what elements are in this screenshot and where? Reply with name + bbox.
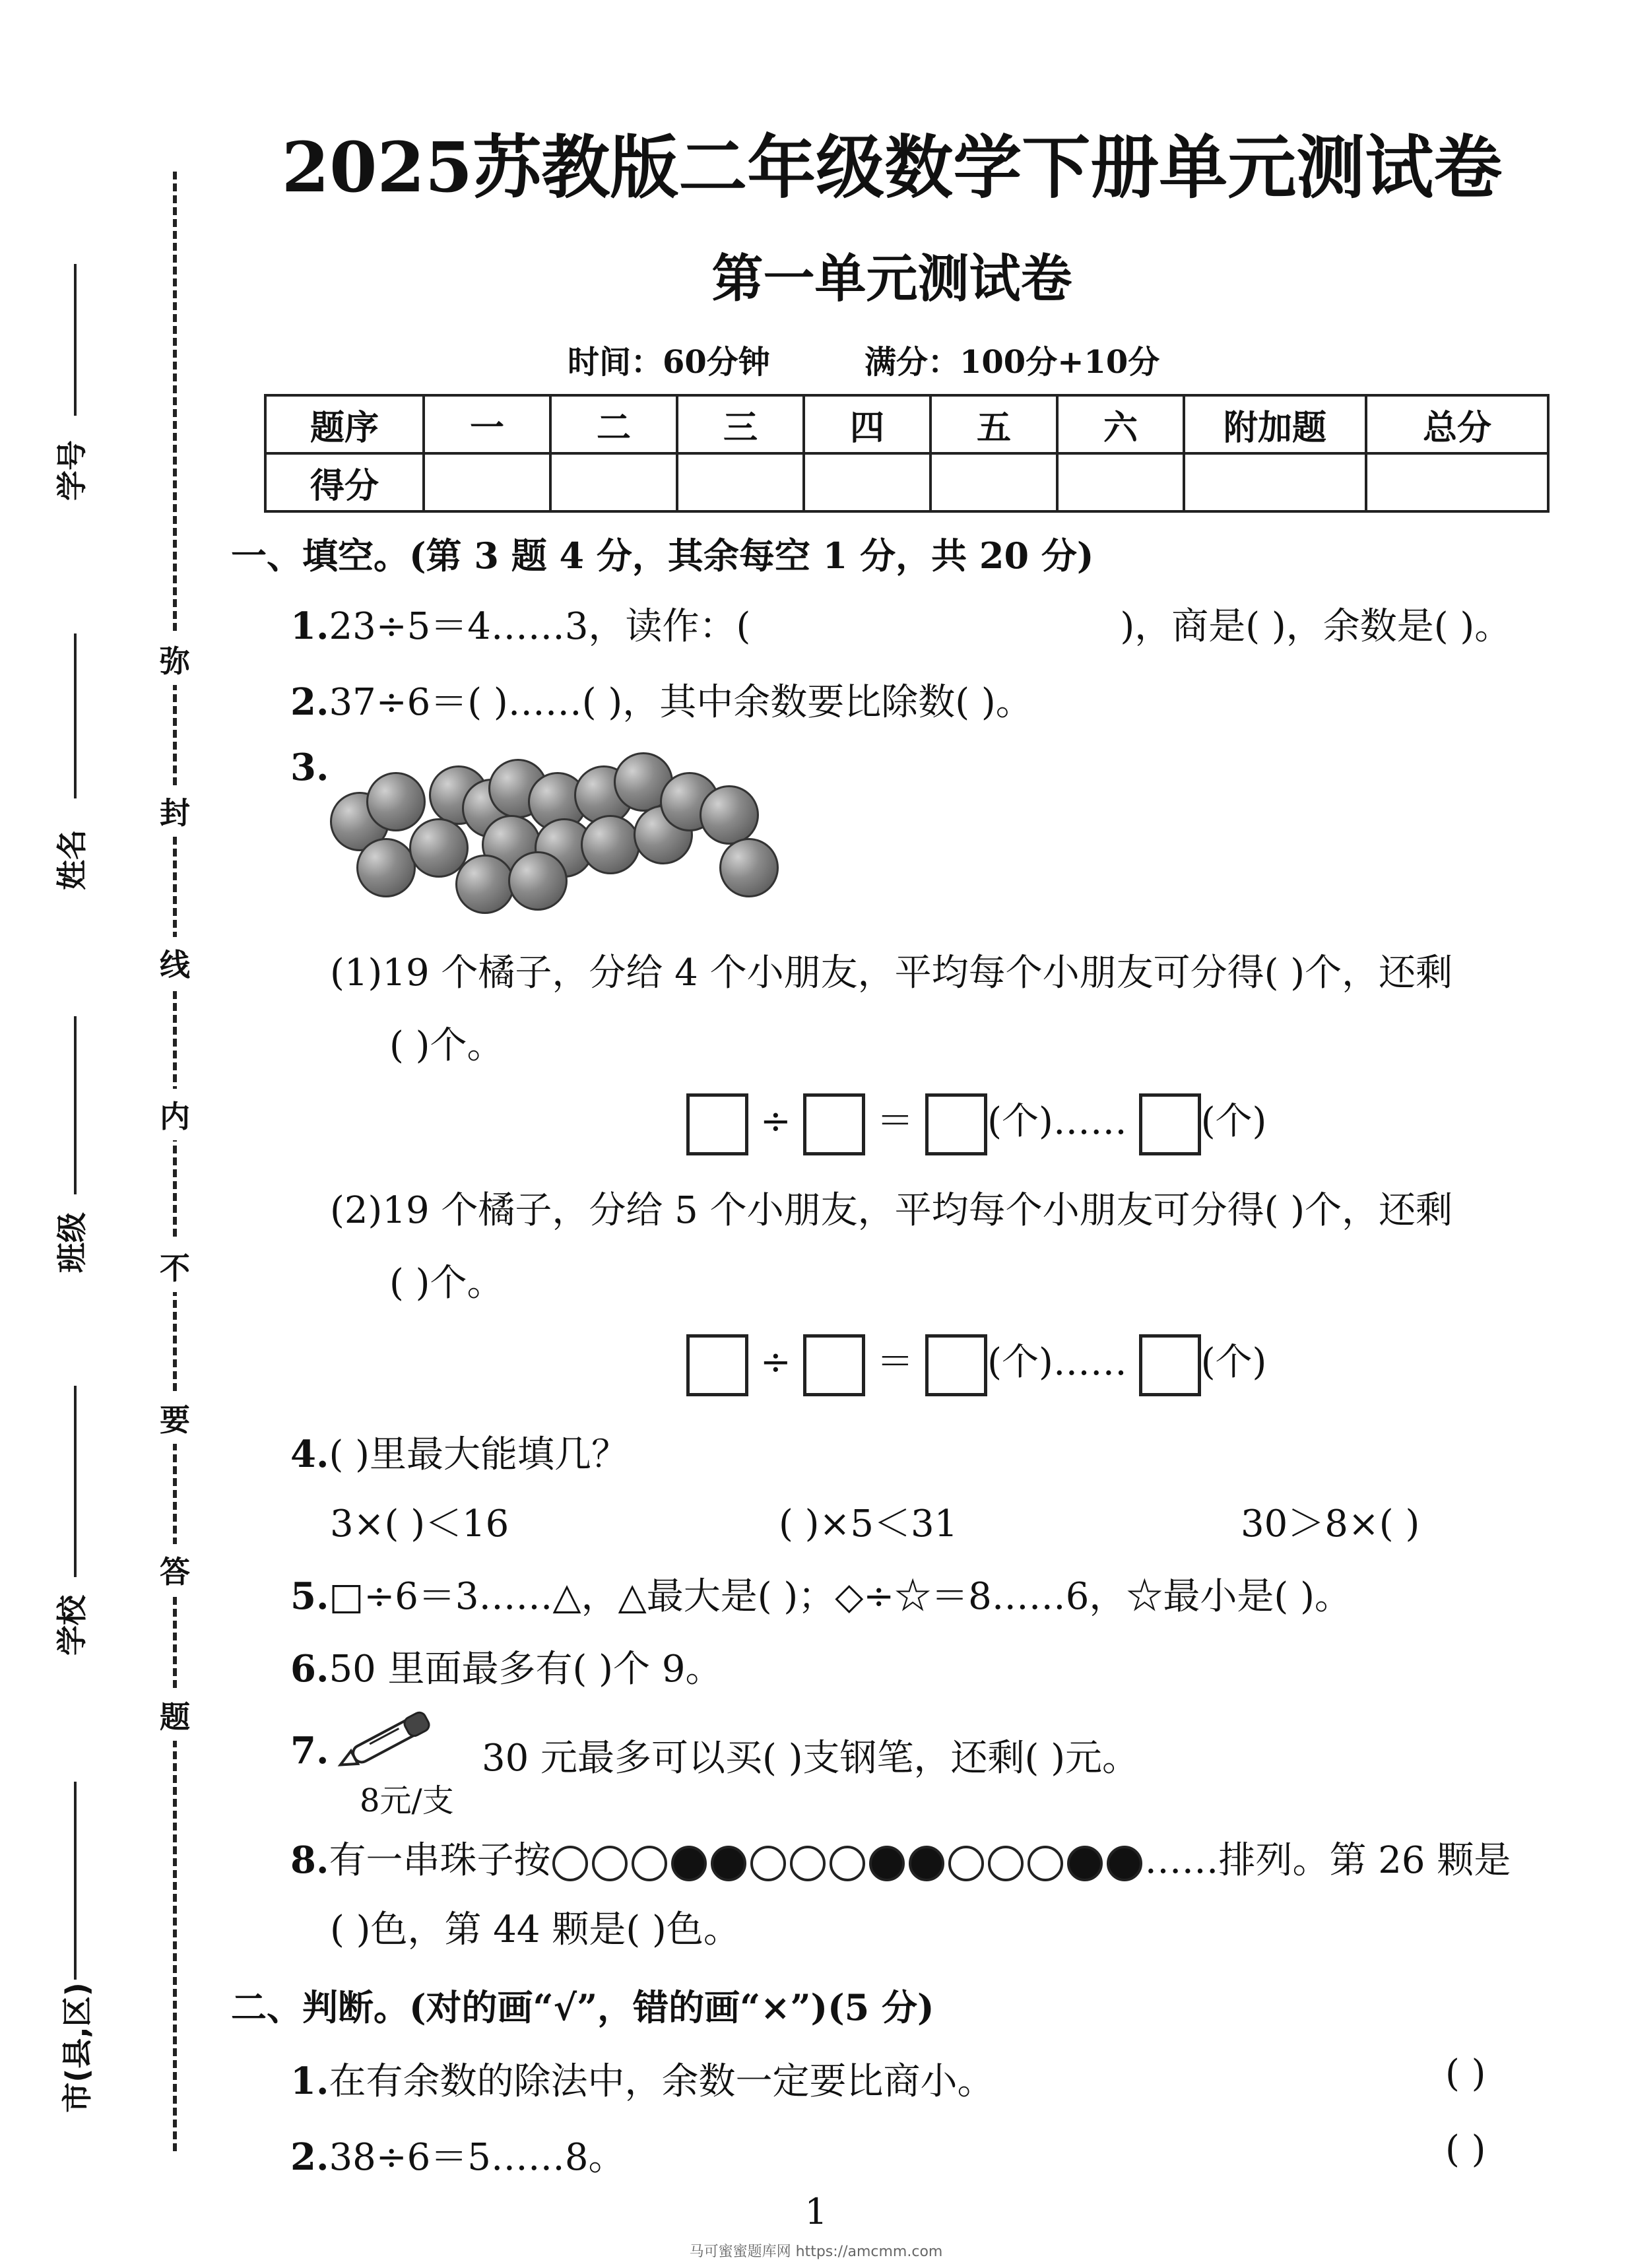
black-bead-icon: [1067, 1846, 1103, 1881]
question-number: 8.: [290, 1838, 329, 1882]
black-bead-icon: [1107, 1846, 1142, 1881]
table-header-cell: 三: [677, 395, 804, 453]
question-6: [290, 1640, 722, 1693]
page-subtitle: 第一单元测试卷: [711, 249, 1072, 309]
pen-price: 8元/支: [360, 1782, 454, 1819]
question-4: [290, 1425, 628, 1478]
question-7-number: [290, 1729, 329, 1772]
section1-heading: 一、填空。(第 3 题 4 分，其余每空 1 分，共 20 分): [231, 535, 1094, 577]
orange-icon: [356, 838, 416, 897]
orange-icon: [366, 772, 426, 831]
judge-question-2: [290, 2128, 626, 2181]
class-label: 班级: [54, 1212, 90, 1273]
city-line: [74, 1782, 77, 1980]
pen-icon: [330, 1702, 449, 1775]
oranges-image: [330, 752, 792, 917]
question-text: )，商是( )，余数是( )。: [1120, 605, 1512, 648]
question-3-part2: (2)19 个橘子，分给 5 个小朋友，平均每个小朋友可分得( )个，还剩: [330, 1189, 1453, 1232]
full-score: 满分：100分+10分: [865, 344, 1160, 381]
answer-box[interactable]: [925, 1093, 987, 1155]
question-3-part2-b: ( )个。: [389, 1262, 504, 1305]
question-4-c: 30＞8×( ): [1241, 1503, 1420, 1545]
question-text: 50 里面最多有( )个 9。: [329, 1648, 723, 1691]
question-number: 2.: [290, 2135, 329, 2179]
student-id-line: [74, 264, 77, 416]
equals-sign: ＝: [876, 1341, 914, 1384]
seal-char: 线: [158, 937, 191, 988]
answer-paren[interactable]: ( ): [1445, 2052, 1486, 2095]
question-4-a: 3×( )＜16: [330, 1503, 509, 1545]
score-cell[interactable]: [930, 453, 1057, 511]
orange-icon: [581, 815, 640, 874]
table-header-cell: 五: [930, 395, 1057, 453]
question-text: ……排列。第 26 颗是: [1144, 1839, 1511, 1882]
question-3-part1: (1)19 个橘子，分给 4 个小朋友，平均每个小朋友可分得( )个，还剩: [330, 952, 1453, 994]
question-number: 1.: [290, 604, 329, 648]
question-2: [290, 673, 1033, 726]
equals-sign: ＝: [876, 1100, 914, 1143]
score-cell[interactable]: [1366, 453, 1548, 511]
bead-pattern: [550, 1839, 1144, 1882]
table-header-cell: 题序: [265, 395, 424, 453]
white-bead-icon: [552, 1846, 588, 1881]
seal-char: 内: [158, 1089, 191, 1140]
watermark: 马可蜜蜜题库网 https://amcmm.com: [689, 2244, 943, 2260]
question-4-b: ( )×5＜31: [779, 1503, 958, 1545]
unit-text: (个)……: [987, 1100, 1127, 1143]
white-bead-icon: [592, 1846, 628, 1881]
question-1: [290, 597, 1511, 650]
unit-text: (个)……: [987, 1341, 1127, 1384]
white-bead-icon: [632, 1846, 667, 1881]
equation-row-2: [686, 1333, 1266, 1396]
question-text: ( )里最大能填几？: [329, 1433, 628, 1476]
score-cell[interactable]: [677, 453, 804, 511]
question-text: 23÷5＝4……3，读作：(: [329, 605, 751, 648]
seal-char: 要: [158, 1392, 191, 1444]
question-number: 3.: [290, 746, 329, 789]
white-bead-icon: [948, 1846, 984, 1881]
black-bead-icon: [909, 1846, 944, 1881]
question-5: [290, 1567, 1352, 1620]
seal-char: 答: [158, 1544, 191, 1596]
question-8: [290, 1831, 1511, 1884]
seal-char: 题: [158, 1689, 191, 1741]
black-bead-icon: [711, 1846, 746, 1881]
question-text: 有一串珠子按: [329, 1839, 551, 1882]
orange-icon: [455, 855, 515, 914]
white-bead-icon: [1028, 1846, 1063, 1881]
seal-char: 封: [158, 785, 191, 837]
question-number: 1.: [290, 2059, 329, 2103]
city-label: 市(县,区): [59, 1982, 95, 2113]
score-cell[interactable]: [1184, 453, 1366, 511]
answer-box[interactable]: [1139, 1093, 1201, 1155]
equation-row-1: [686, 1092, 1266, 1155]
school-label: 学校: [54, 1595, 90, 1656]
table-row: [265, 395, 1548, 453]
answer-box[interactable]: [803, 1093, 865, 1155]
question-3-part1-b: ( )个。: [389, 1024, 504, 1067]
divide-sign: ÷: [760, 1341, 791, 1384]
answer-box[interactable]: [803, 1334, 865, 1396]
score-cell[interactable]: [550, 453, 677, 511]
black-bead-icon: [671, 1846, 707, 1881]
answer-box[interactable]: [686, 1334, 748, 1396]
table-row: [265, 453, 1548, 511]
table-header-cell: 六: [1057, 395, 1184, 453]
white-bead-icon: [790, 1846, 826, 1881]
seal-dashed-line: [173, 172, 177, 2151]
answer-box[interactable]: [686, 1093, 748, 1155]
answer-box[interactable]: [925, 1334, 987, 1396]
exam-time: 时间：60分钟: [568, 344, 770, 381]
judge-question-1: [290, 2052, 994, 2105]
table-header-cell: 四: [804, 395, 930, 453]
white-bead-icon: [830, 1846, 865, 1881]
question-text: □÷6＝3……△，△最大是( )；◇÷☆＝8……6，☆最小是( )。: [329, 1575, 1352, 1618]
question-number: 4.: [290, 1433, 329, 1476]
question-text: 37÷6＝( )……( )，其中余数要比除数( )。: [329, 681, 1033, 724]
seal-char: 不: [158, 1241, 191, 1292]
question-text: 38÷6＝5……8。: [329, 2136, 626, 2179]
answer-box[interactable]: [1139, 1334, 1201, 1396]
white-bead-icon: [750, 1846, 786, 1881]
table-header-cell: 总分: [1366, 395, 1548, 453]
question-number: 6.: [290, 1647, 329, 1691]
page-number: 1: [804, 2191, 828, 2232]
table-header-cell: 一: [424, 395, 550, 453]
unit-text: (个): [1200, 1100, 1267, 1143]
class-line: [74, 1016, 77, 1194]
table-row-label: 得分: [265, 453, 424, 511]
question-number: 2.: [290, 680, 329, 724]
score-cell[interactable]: [804, 453, 930, 511]
name-line: [74, 633, 77, 798]
student-id-label: 学号: [54, 440, 90, 501]
question-7-text: 30 元最多可以买( )支钢笔，还剩( )元。: [482, 1737, 1140, 1780]
orange-icon: [700, 785, 759, 845]
name-label: 姓名: [54, 829, 90, 890]
answer-paren[interactable]: ( ): [1445, 2128, 1486, 2171]
score-cell[interactable]: [1057, 453, 1184, 511]
question-3-number: [290, 746, 329, 789]
question-text: 在有余数的除法中，余数一定要比商小。: [329, 2060, 995, 2103]
section2-heading: 二、判断。(对的画“√”，错的画“×”)(5 分): [231, 1986, 934, 2028]
orange-icon: [508, 851, 568, 911]
table-header-cell: 附加题: [1184, 395, 1366, 453]
score-table: [264, 394, 1550, 513]
question-number: 7.: [290, 1729, 329, 1772]
orange-icon: [719, 838, 779, 897]
page-title: 2025苏教版二年级数学下册单元测试卷: [281, 127, 1503, 208]
divide-sign: ÷: [760, 1100, 791, 1143]
score-cell[interactable]: [424, 453, 550, 511]
white-bead-icon: [988, 1846, 1024, 1881]
question-8-line2: ( )色，第 44 颗是( )色。: [330, 1908, 740, 1951]
seal-char: 弥: [158, 633, 191, 685]
school-line: [74, 1386, 77, 1577]
unit-text: (个): [1200, 1341, 1267, 1384]
table-header-cell: 二: [550, 395, 677, 453]
black-bead-icon: [869, 1846, 905, 1881]
question-number: 5.: [290, 1574, 329, 1618]
